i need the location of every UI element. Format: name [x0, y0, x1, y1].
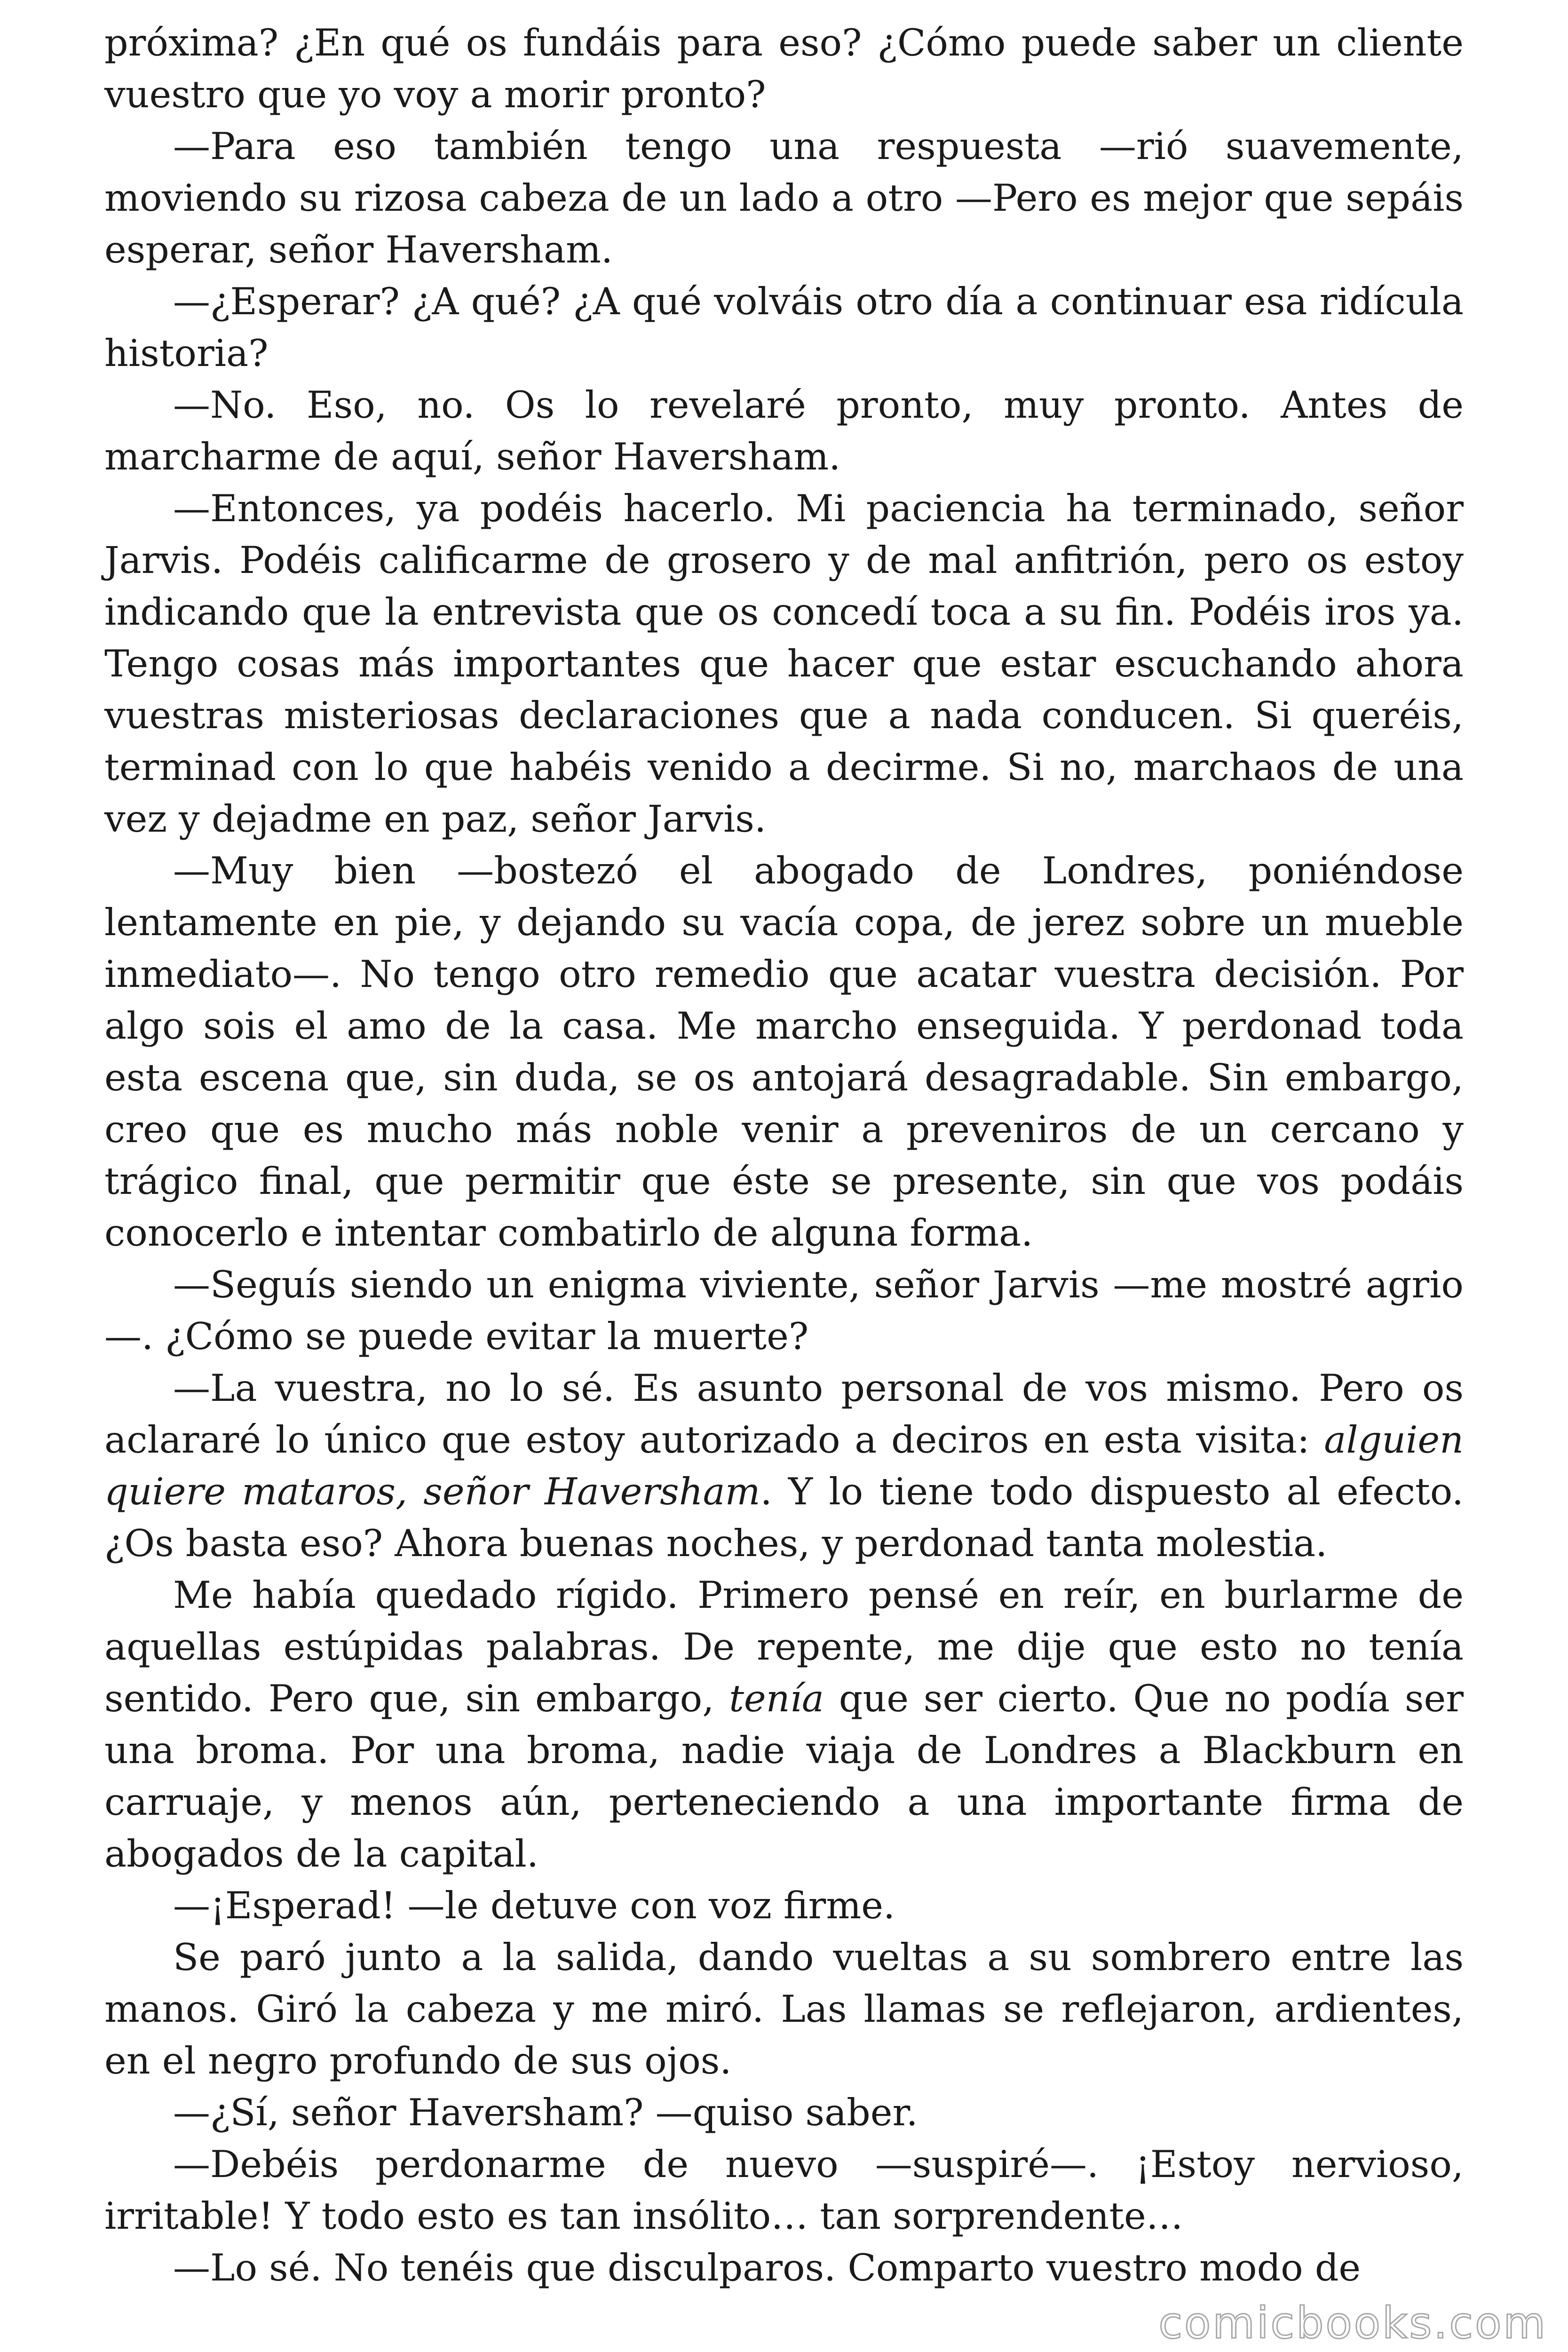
book-page — [104, 17, 1464, 2294]
text-run: . Y lo tiene todo dispuesto al efecto. ¿Os basta eso? Ahora buenas noches, y perdonad tanta molestia. — [104, 1470, 1464, 1565]
text-run: —¿Sí, señor Haversham? —quiso saber. — [173, 2091, 918, 2134]
text-run: Me había quedado rígido. Primero pensé en reír, en burlarme de aquellas estúpidas palabras. De repente, me dije que esto no tenía sentido. Pero que, sin embargo, — [104, 1573, 1464, 1720]
text-run: —No. Eso, no. Os lo revelaré pronto, muy pronto. Antes de marcharme de aquí, señor Haversham. — [104, 383, 1464, 478]
italic-text: tenía — [729, 1677, 824, 1720]
text-run: —Entonces, ya podéis hacerlo. Mi paciencia ha terminado, señor Jarvis. Podéis calificarme de grosero y de mal anfitrión, pero os estoy indicando que la entrevista que os concedí toca a su fin. Podéis iros ya. Tengo cosas más importantes que hacer que estar escuchando ahora vuestras misteriosas declaraciones que a nada conducen. Si queréis, terminad con lo que habéis venido a decirme. Si no, marchaos de una vez y dejadme en paz, señor Jarvis. — [104, 487, 1464, 841]
text-run: próxima? ¿En qué os fundáis para eso? ¿Cómo puede saber un cliente vuestro que yo voy a morir pronto? — [104, 21, 1464, 116]
text-run: —Lo sé. No tenéis que disculparos. Comparto vuestro modo de — [173, 2246, 1361, 2289]
paragraph — [104, 17, 1464, 120]
paragraph — [104, 2138, 1464, 2242]
text-run: —Seguís siendo un enigma viviente, señor Jarvis —me mostré agrio—. ¿Cómo se puede evitar la muerte? — [104, 1263, 1464, 1358]
page-text — [104, 17, 1464, 2294]
text-run: —Debéis perdonarme de nuevo —suspiré—. ¡Estoy nervioso, irritable! Y todo esto es tan insólito… tan sorprendente… — [104, 2143, 1464, 2238]
text-run: —¿Esperar? ¿A qué? ¿A qué volváis otro día a continuar esa ridícula historia? — [104, 280, 1464, 375]
paragraph — [104, 1569, 1464, 1880]
paragraph — [104, 1931, 1464, 2087]
paragraph — [104, 483, 1464, 845]
paragraph — [104, 276, 1464, 379]
text-run: —¡Esperad! —le detuve con voz firme. — [173, 1884, 895, 1927]
paragraph — [104, 379, 1464, 483]
italic-text: alguien quiere mataros, señor Haversham — [104, 1418, 1464, 1513]
text-run: —Muy bien —bostezó el abogado de Londres, poniéndose lentamente en pie, y dejando su vacía copa, de jerez sobre un mueble inmediato—. No tengo otro remedio que acatar vuestra decisión. Por algo sois el amo de la casa. Me marcho enseguida. Y perdonad toda esta escena que, sin duda, se os antojará desagradable. Sin embargo, creo que es mucho más noble venir a preveniros de un cercano y trágico final, que permitir que éste se presente, sin que vos podáis conocerlo e intentar combatirlo de alguna forma. — [104, 849, 1464, 1255]
paragraph — [104, 2242, 1464, 2294]
text-run: Se paró junto a la salida, dando vueltas a su sombrero entre las manos. Giró la cabeza y me miró. Las llamas se reflejaron, ardientes, en el negro profundo de sus ojos. — [104, 1936, 1464, 2082]
text-run: —Para eso también tengo una respuesta —rió suavemente, moviendo su rizosa cabeza de un lado a otro —Pero es mejor que sepáis esperar, señor Haversham. — [104, 125, 1464, 271]
paragraph — [104, 1362, 1464, 1569]
paragraph — [104, 845, 1464, 1259]
paragraph — [104, 120, 1464, 276]
text-run: —La vuestra, no lo sé. Es asunto personal de vos mismo. Pero os aclararé lo único que estoy autorizado a deciros en esta visita: — [104, 1367, 1464, 1462]
paragraph — [104, 2087, 1464, 2138]
site-watermark: comicbooks.com — [1158, 2298, 1547, 2348]
paragraph — [104, 1880, 1464, 1931]
paragraph — [104, 1259, 1464, 1362]
text-run: que ser cierto. Que no podía ser una broma. Por una broma, nadie viaja de Londres a Blackburn en carruaje, y menos aún, perteneciendo a una importante firma de abogados de la capital. — [104, 1677, 1464, 1875]
